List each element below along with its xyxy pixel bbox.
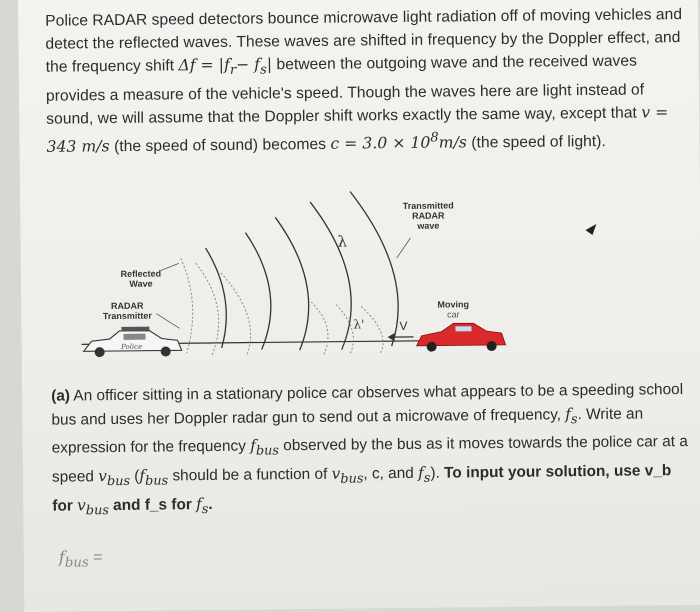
moving-car — [416, 323, 505, 352]
police-car — [83, 326, 181, 357]
mouse-cursor-icon — [585, 223, 597, 241]
velocity-arrowhead — [388, 333, 395, 341]
lambda-label: λ — [337, 232, 348, 251]
lambda-prime-label: λ' — [353, 317, 365, 332]
transmitted-wave-4 — [310, 202, 352, 350]
transmitted-label-line-3: wave — [417, 220, 440, 231]
fbus-symbol-2: $f_{bus}$ — [139, 466, 169, 489]
reflected-wave-4 — [311, 302, 328, 355]
vbus-symbol: $v_{bus}$ — [98, 467, 131, 490]
reflected-wave-2 — [196, 263, 219, 356]
moving-car-label-line-2: car — [447, 309, 460, 320]
reflected-label-line-1: Reflected — [120, 268, 162, 279]
label-pointer-transmitted — [397, 238, 411, 258]
transmitted-label-line-1: Transmitted — [402, 200, 454, 211]
transmitted-wave-1 — [206, 248, 227, 348]
intro-text-1: Police RADAR speed detectors bounce microwave light radiation off of moving vehicles and detect the reflected waves. These waves are shifted in frequency by the Doppler effect, and the frequency shift — [45, 6, 683, 77]
question-a: (a) An officer sitting in a stationary police car observes what appears to be a speeding school bus and uses her Doppler radar gun to send out a microwave of frequency, $f_s$. Write an expression for the frequency $f_{bus}$ observed by the bus as it moves towards the police car at a speed $v_{bus}$ ($f_{bus}$ should be a function of $v_{bus}$, c, and $f_s$). To input your solution, use v_b for $v_{bus}$ and f_s for $f_s$. — [51, 381, 688, 519]
input-instructions: To input your solution, use v_b for $v_{bus}$ and f_s for $f_s$. — [52, 462, 672, 519]
intro-text-4: (the speed of light). — [466, 133, 606, 152]
delta-f-formula: $\Delta f = |f_r- f_s|$ — [178, 55, 273, 79]
reflected-wave-1 — [181, 258, 193, 353]
reflected-label-line-2: Wave — [129, 278, 153, 289]
question-part-label: (a) — [51, 387, 71, 405]
transmitted-wave-2 — [245, 232, 271, 349]
c-formula: $c = 3.0 \times 10^8m/s$ — [330, 130, 468, 154]
vbus-symbol-2: $v_{bus}$ — [331, 464, 364, 487]
police-car-label: Police — [121, 342, 143, 351]
fs-symbol: $f_s$ — [565, 404, 578, 427]
homework-page — [18, 0, 700, 612]
reflected-wave-6 — [361, 306, 383, 354]
label-pointer-transmitter — [156, 313, 179, 328]
problem-intro — [45, 3, 687, 159]
doppler-radar-diagram — [60, 185, 532, 380]
moving-car-label-line-1: Moving — [437, 299, 470, 310]
fbus-symbol: $f_{bus}$ — [250, 436, 280, 459]
intro-text-2: between the outgoing wave and the received waves provides a measure of the vehicle's speed. Though the waves here are light instead of sound, we will assume that the Doppler shift works exactly the same way, except that — [45, 52, 645, 128]
answer-label: $f_{bus}$ — [58, 547, 89, 571]
v-formula: v = 343 m/s — [46, 103, 669, 157]
transmitter-label-line-1: RADAR — [110, 300, 144, 312]
label-pointer-reflected — [161, 263, 179, 270]
fs-symbol-2: $f_s$ — [418, 463, 431, 486]
transmitted-label-line-2: RADAR — [411, 210, 445, 221]
transmitted-wave-3 — [275, 217, 309, 350]
intro-text-3: (the speed of sound) becomes — [109, 136, 331, 156]
answer-input[interactable] — [59, 547, 103, 571]
transmitter-label-line-2: Transmitter — [102, 310, 152, 322]
answer-equals: = — [93, 549, 103, 567]
velocity-label: V — [399, 318, 408, 334]
